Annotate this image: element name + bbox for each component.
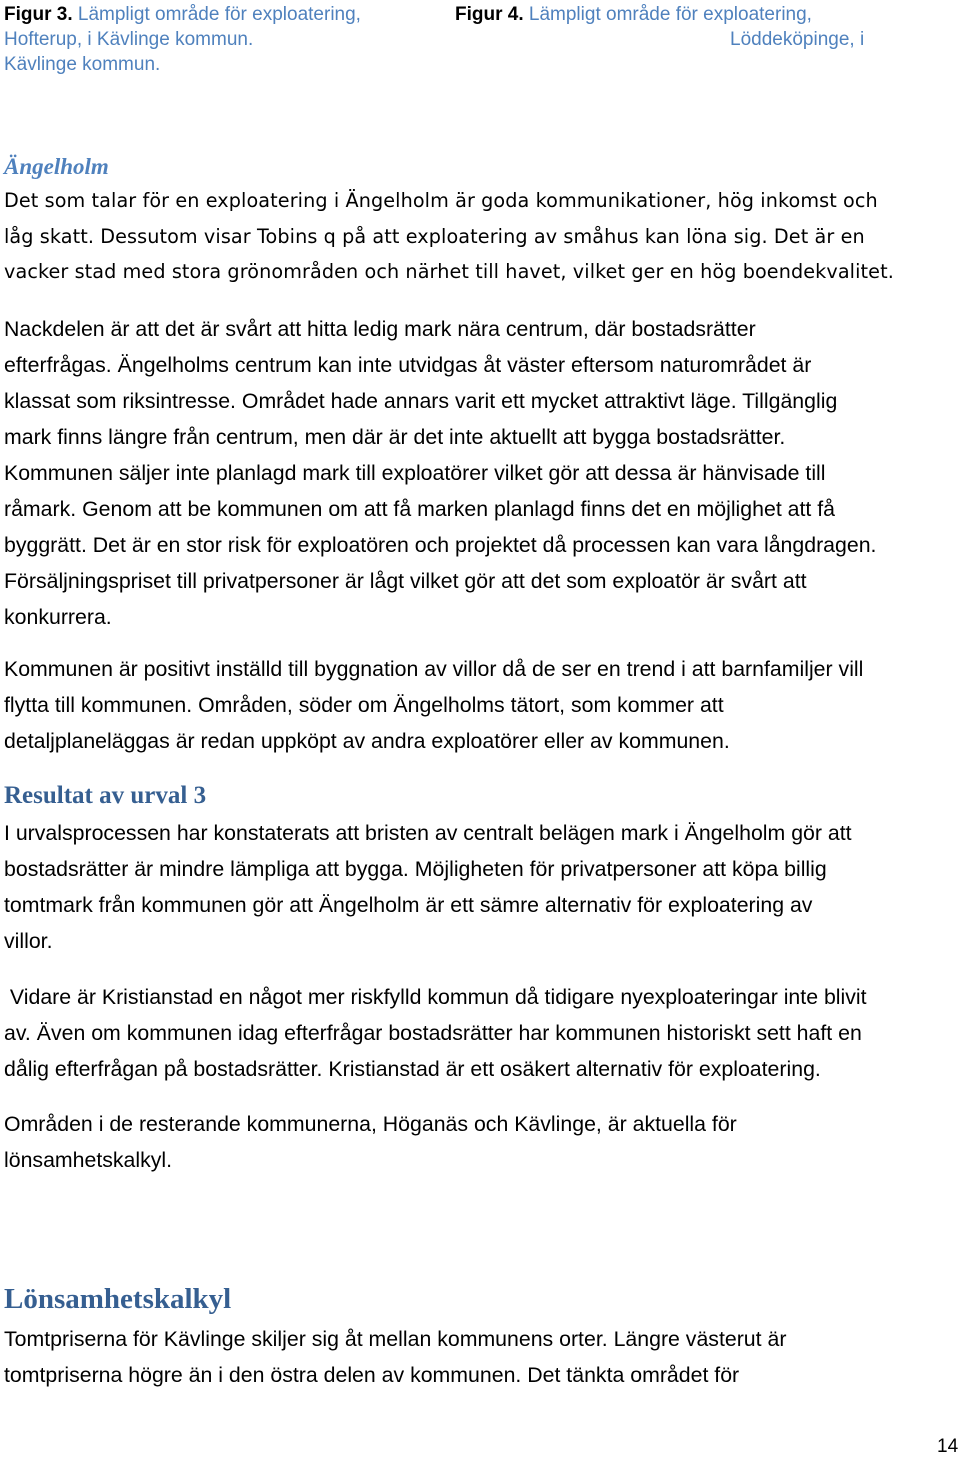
angelholm-paragraph-2 <box>4 311 876 635</box>
paragraph-line: konkurrera. <box>4 605 112 629</box>
paragraph-line: efterfrågas. Ängelholms centrum kan inte utvidgas åt väster eftersom naturområdet är <box>4 353 812 377</box>
paragraph-line: dålig efterfrågan på bostadsrätter. Kristianstad är ett osäkert alternativ för exploatering. <box>4 1057 821 1081</box>
paragraph-line: Kommunen är positivt inställd till byggnation av villor då de ser en trend i att barnfamiljer vill <box>4 657 864 681</box>
angelholm-paragraph-3 <box>4 651 863 759</box>
lonsamhet-paragraph-1 <box>4 1321 786 1393</box>
paragraph-line: klassat som riksintresse. Området hade annars varit ett mycket attraktivt läge. Tillgänglig <box>4 389 838 413</box>
angelholm-paragraph-1 <box>4 183 894 290</box>
page-number: 14 <box>937 1436 959 1457</box>
paragraph-line: låg skatt. Dessutom visar Tobins q på att exploatering av småhus kan löna sig. Det är en <box>4 224 865 248</box>
figure-4-text-2: Löddeköpinge, i <box>730 29 865 50</box>
paragraph-line: villor. <box>4 929 53 953</box>
figure-3-text-3: Kävlinge kommun. <box>4 54 161 75</box>
figure-3-text-2: Hofterup, i Kävlinge kommun. <box>4 29 254 50</box>
result-paragraph-3 <box>4 1106 737 1178</box>
figure-3-label: Figur 3. <box>4 4 73 25</box>
paragraph-line: Nackdelen är att det är svårt att hitta ledig mark nära centrum, där bostadsrätter <box>4 317 756 341</box>
paragraph-line: tomtmark från kommunen gör att Ängelholm är ett sämre alternativ för exploatering av <box>4 893 813 917</box>
paragraph-line: Kommunen säljer inte planlagd mark till exploatörer vilket gör att dessa är hänvisade till <box>4 461 826 485</box>
paragraph-line: Tomtpriserna för Kävlinge skiljer sig åt mellan kommunens orter. Längre västerut är <box>4 1327 787 1351</box>
paragraph-line: byggrätt. Det är en stor risk för exploatören och projektet då processen kan vara långdragen. <box>4 533 877 557</box>
paragraph-line: Försäljningspriset till privatpersoner är lågt vilket gör att det som exploatör är svårt att <box>4 569 807 593</box>
paragraph-line: detaljplaneläggas är redan uppköpt av andra exploatörer eller av kommunen. <box>4 729 730 753</box>
result-paragraph-2 <box>4 979 867 1087</box>
figure-4-label: Figur 4. <box>455 4 524 25</box>
paragraph-line: flytta till kommunen. Områden, söder om Ängelholms tätort, som kommer att <box>4 693 724 717</box>
lonsamhet-heading: Lönsamhetskalkyl <box>4 1283 232 1315</box>
paragraph-line: av. Även om kommunen idag efterfrågar bostadsrätter har kommunen historiskt sett haft en <box>4 1021 862 1045</box>
paragraph-line: Vidare är Kristianstad en något mer riskfylld kommun då tidigare nyexploateringar inte blivit <box>4 985 867 1009</box>
paragraph-line: mark finns längre från centrum, men där är det inte aktuellt att bygga bostadsrätter. <box>4 425 786 449</box>
figure-3-text-1: Lämpligt område för exploatering, <box>72 4 361 25</box>
result-paragraph-1 <box>4 815 852 959</box>
figure-4-caption <box>455 2 925 52</box>
paragraph-line: Det som talar för en exploatering i Ängelholm är goda kommunikationer, hög inkomst och <box>4 189 878 212</box>
figure-4-text-1: Lämpligt område för exploatering, <box>523 4 812 25</box>
paragraph-line: tomtpriserna högre än i den östra delen av kommunen. Det tänkta området för <box>4 1363 740 1387</box>
paragraph-line: I urvalsprocessen har konstaterats att bristen av centralt belägen mark i Ängelholm gör att <box>4 821 852 845</box>
paragraph-line: lönsamhetskalkyl. <box>4 1148 173 1172</box>
figure-3-caption <box>4 2 424 77</box>
paragraph-line: vacker stad med stora grönområden och närhet till havet, vilket ger en hög boendekvalitet. <box>4 260 894 283</box>
paragraph-line: bostadsrätter är mindre lämpliga att bygga. Möjligheten för privatpersoner att köpa billig <box>4 857 827 881</box>
result-heading: Resultat av urval 3 <box>4 782 207 809</box>
paragraph-line: Områden i de resterande kommunerna, Höganäs och Kävlinge, är aktuella för <box>4 1112 737 1136</box>
paragraph-line: råmark. Genom att be kommunen om att få marken planlagd finns det en möjlighet att få <box>4 497 836 521</box>
angelholm-heading: Ängelholm <box>4 154 109 179</box>
